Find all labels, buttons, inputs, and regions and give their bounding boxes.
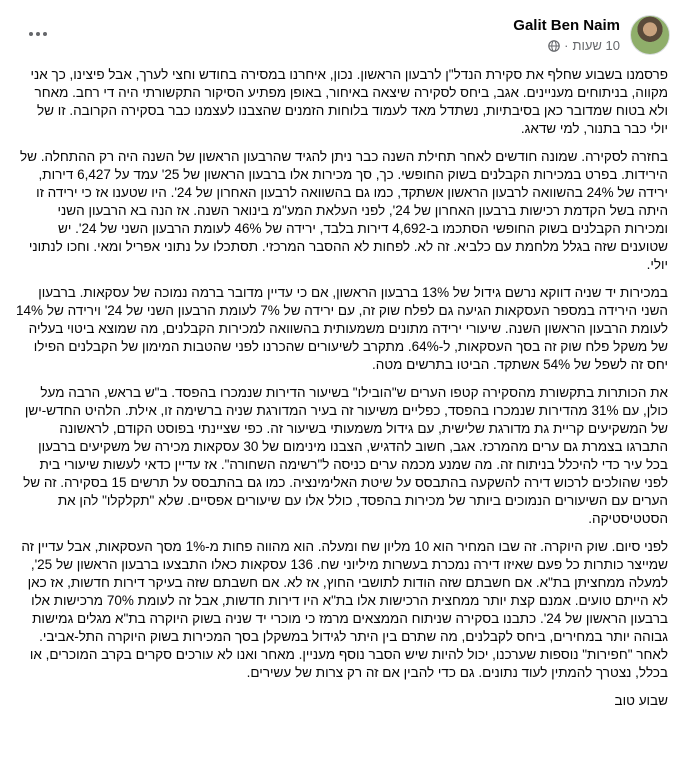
post-subline — [513, 38, 620, 53]
post-paragraph: במכירות יד שניה דווקא נרשם גידול של 13% ברבעון הראשון, אם כי עדיין מדובר ברמה נמוכה של עסקאות. ברבעון השני הירידה במספר העסקאות הגיעה גם לפלח שוק זה, עם ירידה של 7% לעומת הרבעון השני של 24' וירידה של 14% לעומת הרבעון הראשון השנה. שיעורי ירידה מתונים משמעותית בהשוואה למכירות הקבלנים, מה שמוצא ביטוי בעליה של משקל פלח שוק זה בסך העסקאות, ל-64%. מתקרב לשיעורים שהכרנו לפני שהטבות המימון של הקבלנים הפילו יחס זה לשפל של 54% אשתקד. הביטו בתרשים מטה. — [16, 285, 668, 372]
post-paragraph: בחזרה לסקירה. שמונה חודשים לאחר תחילת השנה כבר ניתן להגיד שהרבעון הראשון של השנה היה רק ההתחלה. של הירידות. בפרט במכירות הקבלנים בשוק החופשי. כך, סך מכירות אלו ברבעון הראשון של 25' עמד על 6,427 דירות, ירידה של 24% בהשוואה לרבעון הראשון אשתקד, כמו גם בהשוואה לרבעון האחרון של 24'. היו שטענו אז כי ירידה זו היתה בשל הקדמת רכישות ברבעון האחרון של 24', לפני העלאת המע"מ בינואר השנה. אז הנה בא הרבעון השני ומכירות הקבלנים בשוק החופשי הסתכמו ב-4,692 דירות בלבד, ירידה של 46% לעומת הרבעון השני של 24'. יש שטוענים שזה בגלל מלחמת עם כלביא. זה לא. לפחות לא ההסבר המרכזי. תסתכלו על נתוני אפריל ומאי. וחכו לנתוני יולי. — [19, 149, 668, 272]
more-options-icon[interactable] — [20, 22, 56, 46]
author-meta — [513, 17, 620, 53]
post-signoff: שבוע טוב — [614, 693, 668, 708]
globe-icon[interactable] — [548, 40, 560, 52]
post-body — [16, 66, 668, 720]
post-paragraph: לפני סיום. שוק היוקרה. זה שבו המחיר הוא 10 מליון שח ומעלה. הוא מהווה פחות מ-1% מסך העסקאות, אבל עדיין זה שמייצר כותרות כל פעם שאיזו דירה נמכרת בעשרות מיליוני שח. 136 עסקאות כאלו התבצעו ברבעון הראשון של 25', למעלה ממחציתן בת"א. אם חשבתם שזה הודות לתושבי החוץ, אז לא. אם חשבתם שזה בעיקר דירות חדשות, אז כאן לא הייתם טועים. אמנם קצת יותר ממחצית הרכישות אלו בת"א היו דירות חדשות, אבל זה לעומת 70% מרכישות אלו ברבעון הראשון של 24'. כתבנו בסקירה שניתוח הממצאים מרמז כי מוכרי יד שניה בשוק היוקרה בת"א מגלים גמישות גבוהה יותר במחירים, ביחס לקבלנים, מה שתרם בין היתר לגידול במשקלן בסך המכירות בשוק היוקרה התל-אביבי. לאחר "חפירות" נוספות שערכנו, יכול להיות שיש הסבר נוסף מעניין. מאחר ואנו לא עורכים סקרים בקרב המוכרים, או בכלל, נצטרך להמתין לעוד נתונים. גם כדי להבין אם זה רק צרות של עשירים. — [21, 539, 668, 680]
post-header — [14, 12, 670, 58]
post-paragraph: את הכותרות בתקשורת מהסקירה קטפו הערים ש"הובילו" בשיעור הדירות שנמכרו בהפסד. ב"ש בראש, הרבה מעל כולן, עם 31% מהדירות שנמכרו בהפסד, כפליים משיעור זה בעיר המדורגת שניה ברשימה זו, אילת. הלהיט החדש-ישן של המשקיעים קריית גת מדורגת שלישית, עם גידול משמעותי בשיעור זה. כפי שציינתי בפוסט הקודם, לראשונה התברגו בצמרת גם ערים מהמרכז. אגב, חשוב להדגיש, הצבנו מינימום של 30 עסקאות מכירה של משקיעים ברבעון בכל עיר כדי להיכלל בניתוח זה. מה שמנע מכמה ערים כניסה ל"רשימה השחורה". אז עדיין כדאי לעשות שיעורי בית לפני שהולכים לרכוש דירה להשקעה בהתבסס על שיטת האלימינציה. כמו גם בהתבסס על תרשים 15 בסקירה. זה של הערים עם השיעורים הנמוכים ביותר של מכירות בהפסד, כולל אלו עם שיעורים אפסיים. שלא "תקלקלו" להן את הסטטיסטיקה. — [23, 385, 668, 526]
post-paragraph: פרסמנו בשבוע שחלף את סקירת הנדל"ן לרבעון הראשון. נכון, איחרנו במסירה בחודש וחצי לערך, אבל פיצינו, כך אני מקווה, בניתוחים מעניינים. אגב, ביחס לסקירה שיצאה באיחור, באופן מפתיע הסיקור התקשורתי היה די רחב. מאחר ולא בטוח שמדובר כאן בסיבתיות, נשתדל מאד לעמוד בלוחות הזמנים שהצבנו לעצמנו כבר בסקירה הקרובה. זו של יולי כבר בתנור, למי שדאג. — [30, 67, 668, 136]
author-name[interactable]: Galit Ben Naim — [513, 17, 620, 34]
author-avatar[interactable] — [630, 15, 670, 55]
separator-dot: · — [564, 38, 569, 53]
post-timestamp[interactable]: 10 שעות — [572, 38, 620, 53]
